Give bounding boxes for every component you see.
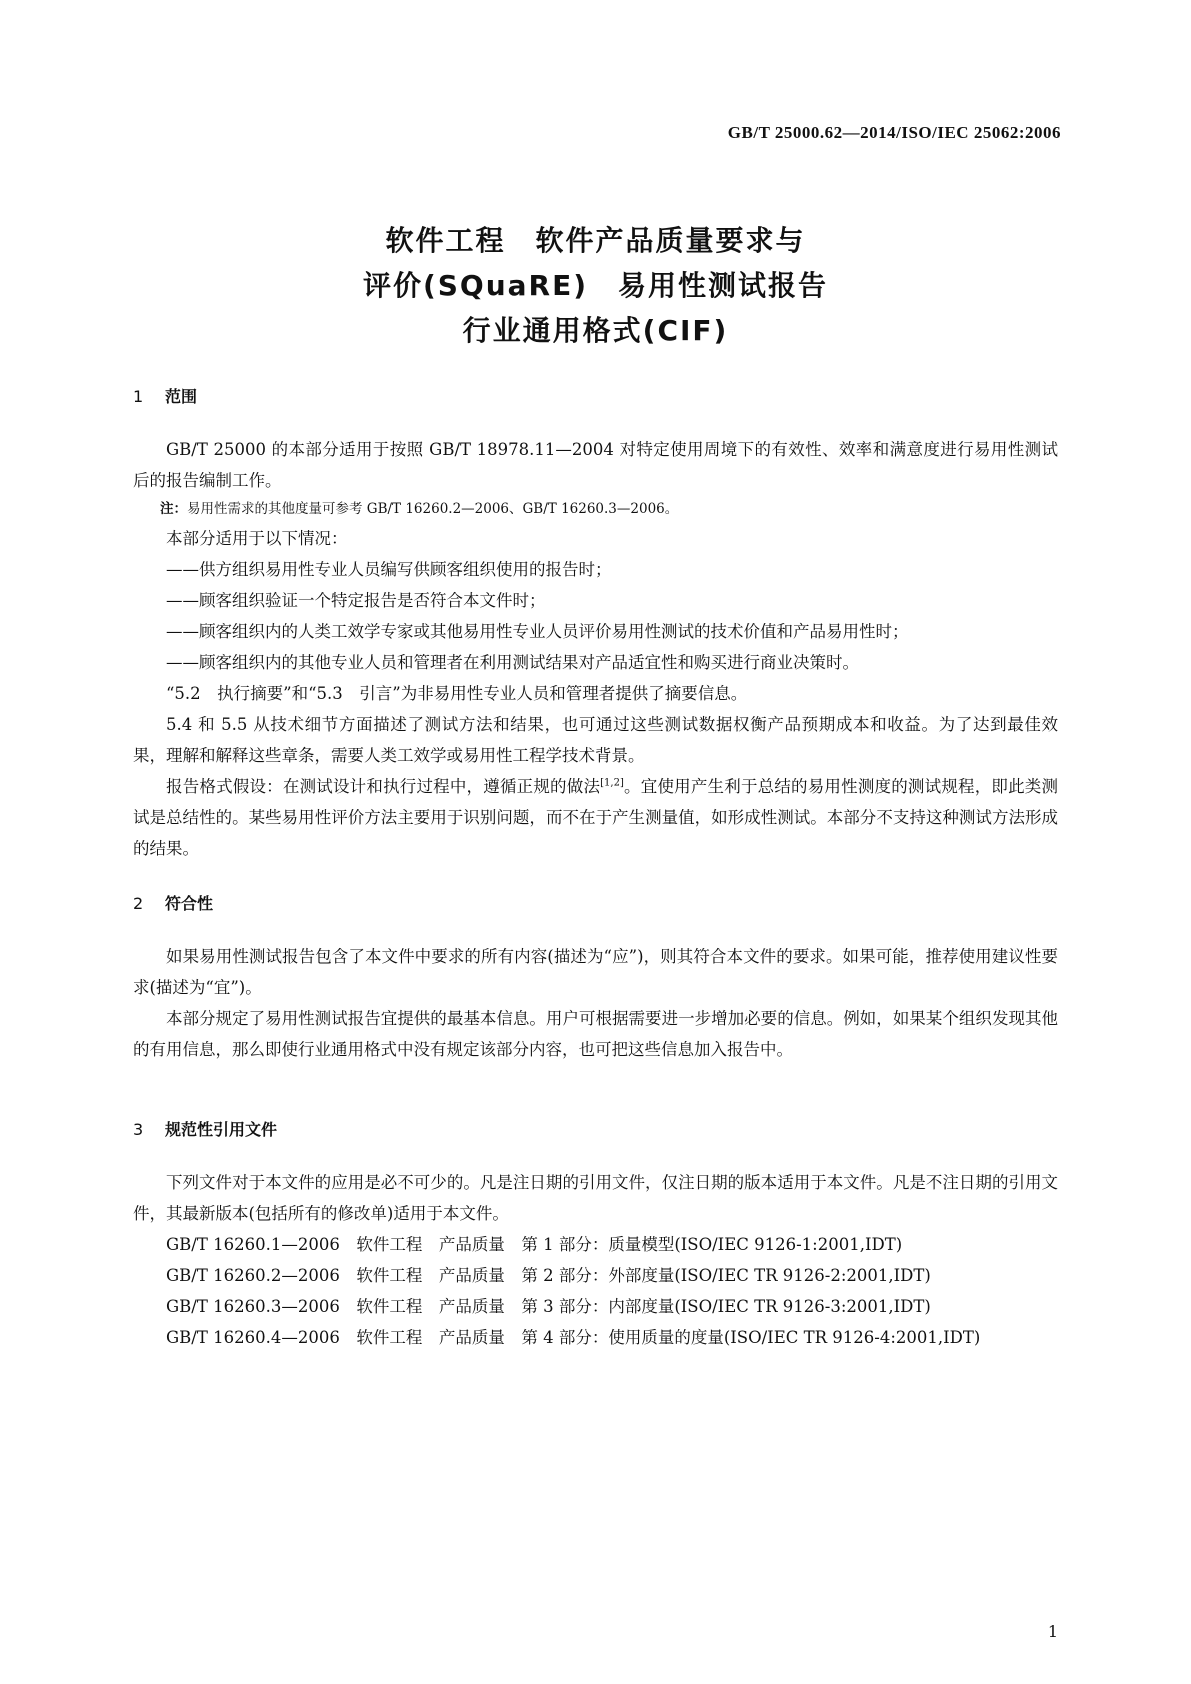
paragraph-5-text-b: 。宜使用产生利于总结的易用性测度的测试规程，即此类测试是总结性的。某些易用性评价方法主要用于识别问题，而不在于产生测量值，如形成性测试。本部分不支持这种测试方法形成的结果。 (133, 777, 1059, 858)
note (133, 496, 1058, 523)
section-1-paragraph-5 (133, 771, 1058, 864)
section-1-paragraph-4: 5.4 和 5.5 从技术细节方面描述了测试方法和结果，也可通过这些测试数据权衡产品预期成本和收益。为了达到最佳效果，理解和解释这些章条，需要人类工效学或易用性工程学技术背景。 (133, 715, 1058, 765)
section-2-body (133, 941, 1058, 1065)
title-line-2: 评价(SQuaRE) 易用性测试报告 (362, 269, 829, 302)
section-1-paragraph-3: “5.2 执行摘要”和“5.3 引言”为非易用性专业人员和管理者提供了摘要信息。 (166, 684, 748, 703)
reference-item: GB/T 16260.4—2006 软件工程 产品质量 第 4 部分：使用质量的度量(ISO/IEC TR 9126-4:2001,IDT) (166, 1328, 981, 1347)
section-3-title: 规范性引用文件 (165, 1120, 278, 1139)
reference-item: GB/T 16260.1—2006 软件工程 产品质量 第 1 部分：质量模型(ISO/IEC 9126-1:2001,IDT) (166, 1235, 903, 1254)
section-1-body (133, 434, 1058, 864)
citation-superscript: [1,2] (600, 777, 624, 789)
standard-code: GB/T 25000.62—2014/ISO/IEC 25062:2006 (727, 123, 1061, 142)
section-1-paragraph-2: 本部分适用于以下情况： (166, 529, 348, 548)
section-1-paragraph-1: GB/T 25000 的本部分适用于按照 GB/T 18978.11—2004 对特定使用周境下的有效性、效率和满意度进行易用性测试后的报告编制工作。 (133, 440, 1058, 490)
section-2-paragraph-1: 如果易用性测试报告包含了本文件中要求的所有内容(描述为“应”)，则其符合本文件的要求。如果可能，推荐使用建议性要求(描述为“宜”)。 (133, 947, 1058, 997)
section-3-paragraph-1: 下列文件对于本文件的应用是必不可少的。凡是注日期的引用文件，仅注日期的版本适用于本文件。凡是不注日期的引用文件，其最新版本(包括所有的修改单)适用于本文件。 (133, 1173, 1058, 1223)
section-3-heading (133, 1117, 277, 1140)
note-text: 易用性需求的其他度量可参考 GB/T 16260.2—2006、GB/T 16260.3—2006。 (187, 501, 679, 517)
note-label: 注： (160, 501, 187, 517)
title-line-3: 行业通用格式(CIF) (462, 314, 729, 347)
page-number: 1 (1047, 1622, 1058, 1641)
section-2-paragraph-2: 本部分规定了易用性测试报告宜提供的最基本信息。用户可根据需要进一步增加必要的信息。例如，如果某个组织发现其他的有用信息，那么即使行业通用格式中没有规定该部分内容，也可把这些信息加入报告中。 (133, 1009, 1058, 1059)
section-1-title: 范围 (165, 387, 198, 406)
document-title (0, 218, 1191, 353)
reference-item: GB/T 16260.3—2006 软件工程 产品质量 第 3 部分：内部度量(ISO/IEC TR 9126-3:2001,IDT) (166, 1297, 931, 1316)
section-2-number: 2 (133, 894, 144, 913)
section-2-title: 符合性 (165, 894, 214, 913)
list-item: ——供方组织易用性专业人员编写供顾客组织使用的报告时； (166, 560, 612, 579)
section-1-heading (133, 384, 197, 407)
title-line-1: 软件工程 软件产品质量要求与 (385, 224, 806, 257)
paragraph-5-text-a: 报告格式假设：在测试设计和执行过程中，遵循正规的做法 (166, 777, 601, 796)
section-1-number: 1 (133, 387, 144, 406)
reference-item: GB/T 16260.2—2006 软件工程 产品质量 第 2 部分：外部度量(ISO/IEC TR 9126-2:2001,IDT) (166, 1266, 931, 1285)
section-2-heading (133, 891, 213, 914)
list-item: ——顾客组织内的人类工效学专家或其他易用性专业人员评价易用性测试的技术价值和产品易用性时； (166, 622, 909, 641)
list-item: ——顾客组织验证一个特定报告是否符合本文件时； (166, 591, 546, 610)
list-item: ——顾客组织内的其他专业人员和管理者在利用测试结果对产品适宜性和购买进行商业决策时。 (166, 653, 859, 672)
section-3-number: 3 (133, 1120, 144, 1139)
section-3-body (133, 1167, 1058, 1353)
